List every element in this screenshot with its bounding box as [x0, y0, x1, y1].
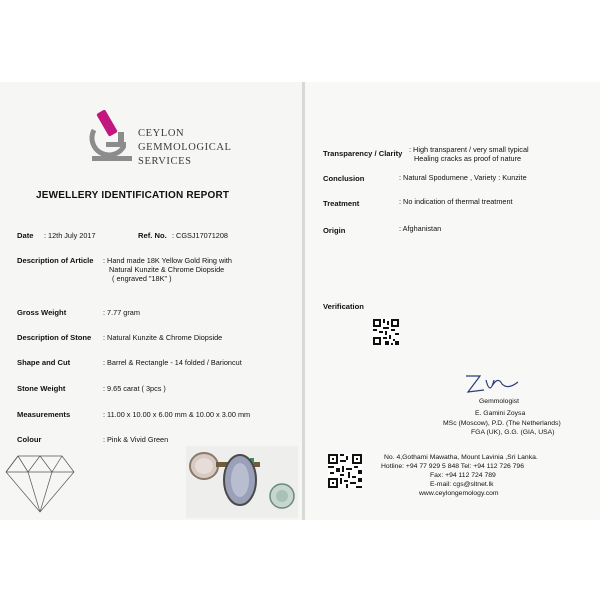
date-label: Date — [17, 231, 34, 240]
origin-value: : Afghanistan — [399, 224, 442, 233]
stone-description-value: : Natural Kunzite & Chrome Diopside — [103, 333, 223, 342]
origin-label: Origin — [323, 226, 346, 235]
signature — [458, 370, 524, 398]
company-name-line3: SERVICES — [138, 156, 192, 167]
transparency-line2: Healing cracks as proof of nature — [414, 154, 522, 163]
treatment-label: Treatment — [323, 199, 360, 208]
conclusion-value: : Natural Spodumene , Variety : Kunzite — [399, 173, 527, 182]
address: No. 4,Gothami Mawatha, Mount Lavinia ,Sri Lanka. — [384, 454, 538, 461]
page-fold — [302, 82, 305, 520]
measurements-value: : 11.00 x 10.00 x 6.00 mm & 10.00 x 3.00 mm — [103, 410, 251, 419]
colour-label: Colour — [17, 435, 42, 444]
ref-label: Ref. No. — [138, 231, 167, 240]
report-title: JEWELLERY IDENTIFICATION REPORT — [36, 190, 230, 201]
measurements-label: Measurements — [17, 410, 71, 419]
company-name-line1: CEYLON — [138, 128, 185, 139]
transparency-label: Transparency / Clarity — [323, 149, 403, 158]
hotline: Hotline: +94 77 929 5 848 Tel: +94 112 726 796 — [381, 463, 524, 470]
transparency-line1: : High transparent / very small typical — [409, 145, 529, 154]
qualification-line2: FGA (UK), G.G. (GIA, USA) — [471, 429, 555, 436]
shape-cut-value: : Barrel & Rectangle - 14 folded / Barioncut — [103, 358, 242, 367]
qualification-line1: MSc (Moscow), P.D. (The Netherlands) — [443, 420, 561, 427]
company-name-line2: GEMMOLOGICAL — [138, 142, 232, 153]
stone-description-label: Description of Stone — [17, 333, 92, 342]
treatment-value: : No indication of thermal treatment — [399, 197, 513, 206]
ref-value: : CGSJ17071208 — [172, 231, 228, 240]
article-label: Description of Article — [17, 256, 94, 265]
article-line2: Natural Kunzite & Chrome Diopside — [109, 265, 225, 274]
verification-label: Verification — [323, 302, 364, 311]
verification-qr-code-icon[interactable] — [373, 319, 399, 345]
microscope-logo-icon — [84, 108, 138, 164]
shape-cut-label: Shape and Cut — [17, 358, 71, 367]
gross-weight-label: Gross Weight — [17, 308, 67, 317]
ring-photo — [186, 446, 298, 518]
article-line3: ( engraved "18K" ) — [112, 274, 172, 283]
colour-value: : Pink & Vivid Green — [103, 435, 169, 444]
stone-weight-label: Stone Weight — [17, 384, 66, 393]
article-line1: : Hand made 18K Yellow Gold Ring with — [103, 256, 232, 265]
fax: Fax: +94 112 724 789 — [430, 472, 496, 479]
email[interactable]: E-mail: cgs@sltnet.lk — [430, 481, 494, 488]
gemmologist-title: Gemmologist — [479, 398, 520, 405]
gemmologist-name: E. Gamini Zoysa — [475, 410, 526, 417]
gross-weight-value: : 7.77 gram — [103, 308, 140, 317]
website[interactable]: www.ceylongemology.com — [419, 490, 499, 497]
conclusion-label: Conclusion — [323, 174, 365, 183]
diamond-outline-icon — [4, 452, 76, 514]
stone-weight-value: : 9.65 carat ( 3pcs ) — [103, 384, 166, 393]
contact-qr-code-icon[interactable] — [328, 454, 362, 488]
date-value: : 12th July 2017 — [44, 231, 96, 240]
